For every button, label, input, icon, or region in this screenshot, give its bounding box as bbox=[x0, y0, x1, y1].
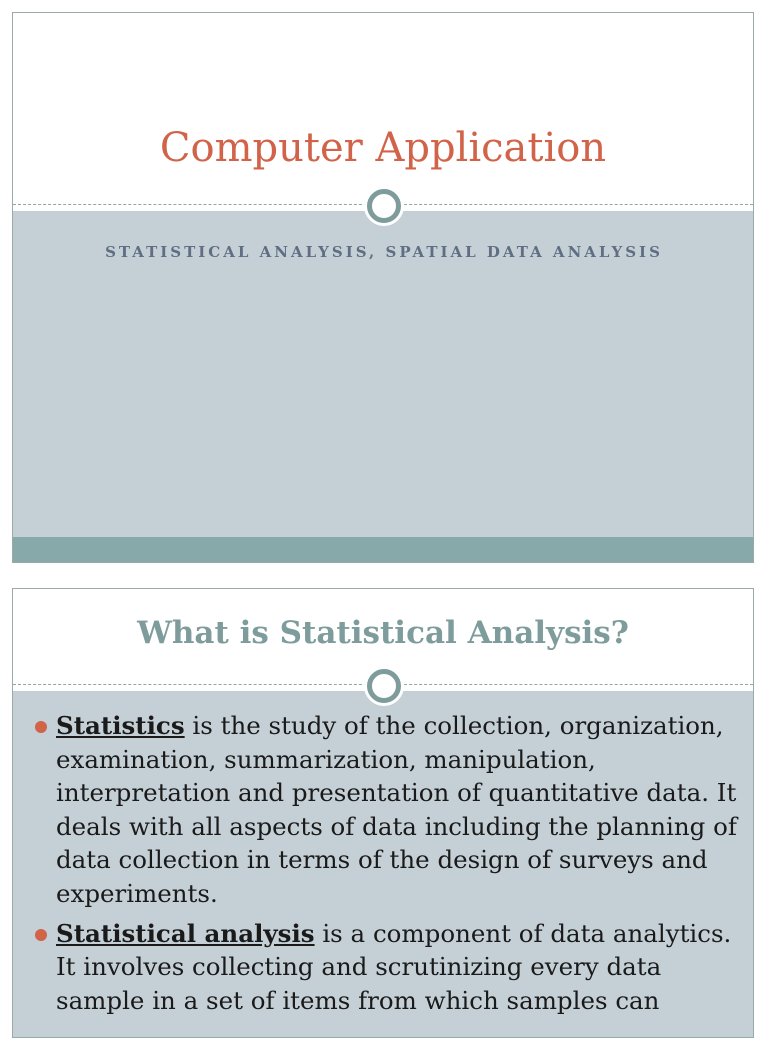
divider-circle-icon bbox=[367, 669, 401, 703]
list-item bbox=[33, 709, 738, 911]
bullet-term: Statistics bbox=[56, 711, 185, 740]
bullet-text: is a component of data analytics. It involves collecting and scrutinizing every data sample in a set of items from which samples can bbox=[56, 918, 732, 1015]
slide-subtitle: STATISTICAL ANALYSIS, SPATIAL DATA ANALYSIS bbox=[105, 243, 663, 261]
title-slide bbox=[12, 12, 754, 563]
divider-circle-icon bbox=[367, 189, 401, 223]
bullet-term: Statistical analysis bbox=[56, 918, 315, 948]
bullet-dot-icon bbox=[35, 929, 47, 941]
footer-band bbox=[13, 537, 753, 563]
bullet-dot-icon bbox=[35, 721, 47, 733]
list-item bbox=[33, 917, 738, 1018]
content-slide bbox=[12, 588, 754, 1038]
bullet-text: is the study of the collection, organization, examination, summarization, manipulation, interpretation and presentation of quantitative data. It deals with all aspects of data including the planning of data collection in terms of the design of surveys and experiments. bbox=[56, 711, 737, 908]
bullet-list bbox=[33, 709, 738, 1023]
title-area bbox=[13, 13, 753, 211]
slide-title: What is Statistical Analysis? bbox=[137, 615, 629, 651]
slide-title: Computer Application bbox=[159, 125, 607, 171]
